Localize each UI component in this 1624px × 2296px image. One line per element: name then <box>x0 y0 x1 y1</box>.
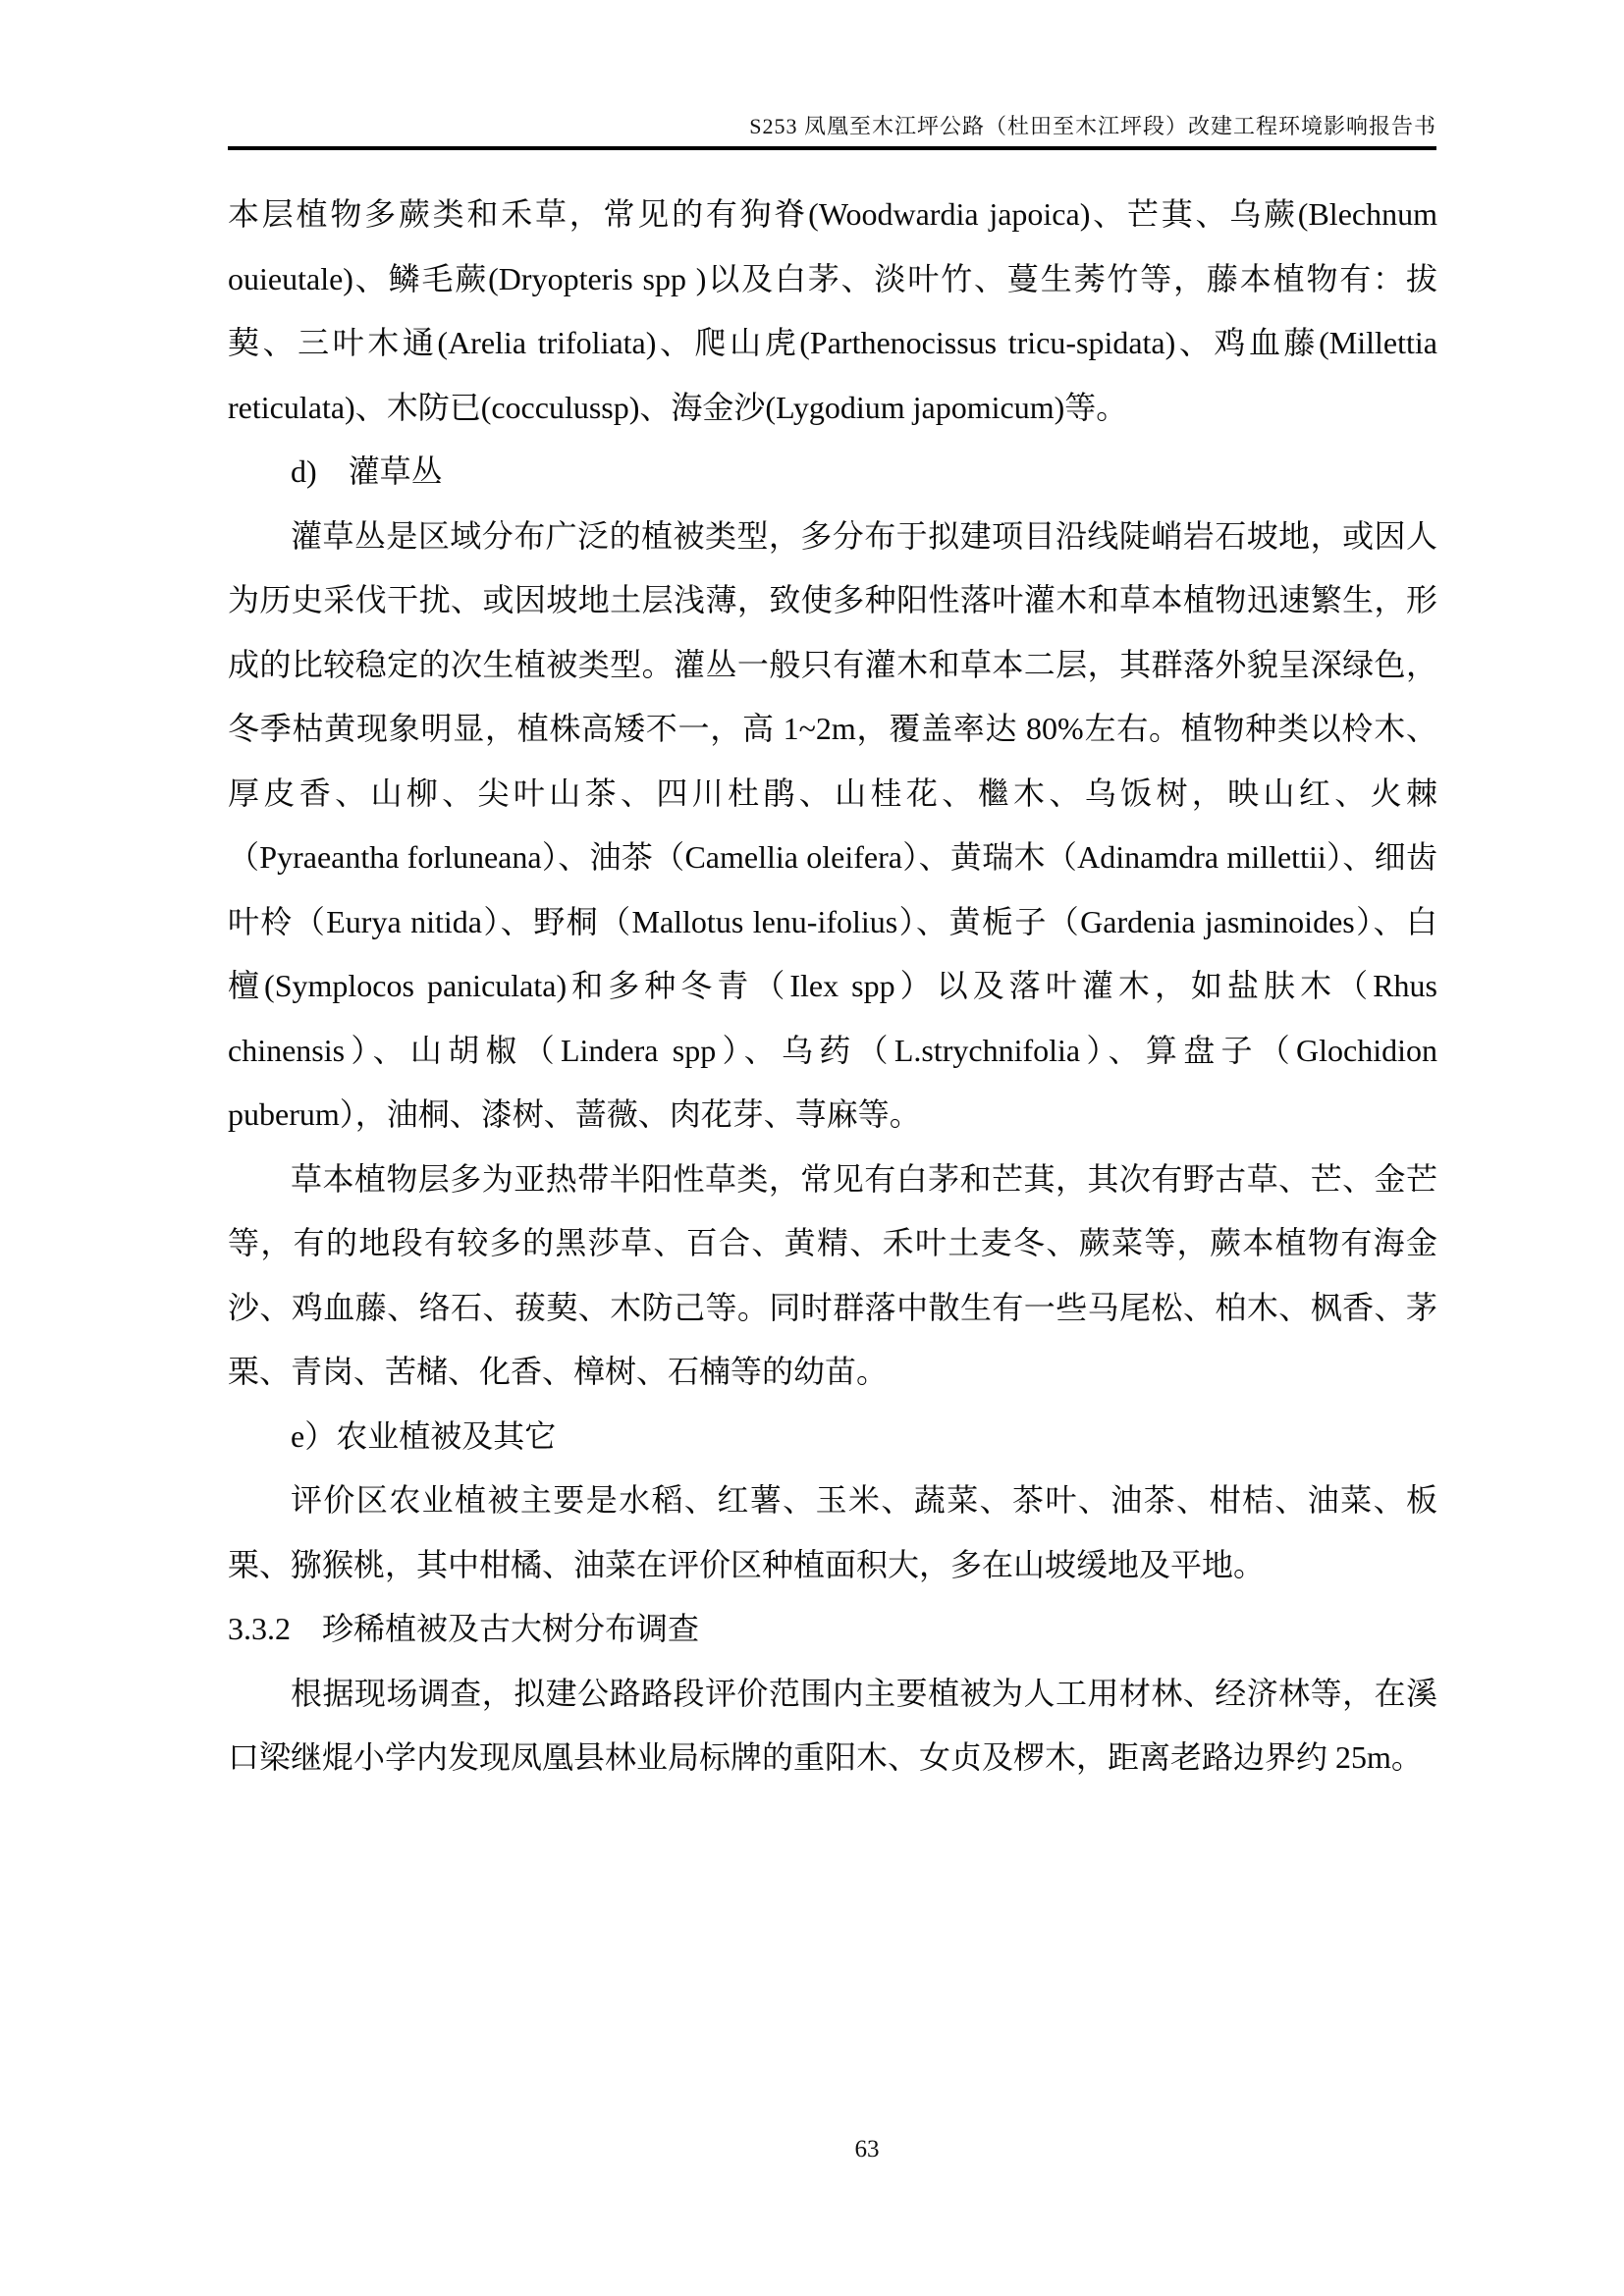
page-footer <box>0 2136 1624 2163</box>
document-body <box>228 183 1437 1790</box>
paragraph-shrub-grass-description: 灌草丛是区域分布广泛的植被类型，多分布于拟建项目沿线陡峭岩石坡地，或因人为历史采伐干扰、或因坡地土层浅薄，致使多种阳性落叶灌木和草本植物迅速繁生，形成的比较稳定的次生植被类型。灌丛一般只有灌木和草本二层，其群落外貌呈深绿色，冬季枯黄现象明显，植株高矮不一，高 1~2m，覆盖率达 80%左右。植物种类以柃木、厚皮香、山柳、尖叶山茶、四川杜鹃、山桂花、檵木、乌饭树，映山红、火棘（Pyraeantha forluneana）、油茶（Camellia oleifera）、黄瑞木（Adinamdra millettii）、细齿叶柃（Eurya nitida）、野桐（Mallotus lenu-ifolius）、黄栀子（Gardenia jasminoides）、白檀(Symplocos paniculata)和多种冬青（Ilex spp）以及落叶灌木，如盐肤木（Rhus chinensis）、山胡椒（Lindera spp）、乌药（L.strychnifolia）、算盘子（Glochidion puberum），油桐、漆树、蔷薇、肉花芽、荨麻等。 <box>228 517 1437 1132</box>
heading-3-3-2-rare-vegetation-survey: 3.3.2 珍稀植被及古大树分布调查 <box>228 1611 700 1646</box>
paragraph-fern-grass-layer: 本层植物多蕨类和禾草，常见的有狗脊(Woodwardia japoica)、芒萁、乌蕨(Blechnum ouieutale)、鳞毛蕨(Dryopteris spp )以及白茅、淡叶竹、蔓生莠竹等，藤本植物有：拔葜、三叶木通(Arelia trifoliata)、爬山虎(Parthenocissus tricu-spidata)、鸡血藤(Millettia reticulata)、木防已(cocculussp)、海金沙(Lygodium japomicum)等。 <box>228 196 1437 425</box>
page-number: 63 <box>854 2136 880 2163</box>
subheading-e-agricultural-vegetation: e）农业植被及其它 <box>291 1417 557 1454</box>
header-title: S253 凤凰至木江坪公路（杜田至木江坪段）改建工程环境影响报告书 <box>749 114 1436 138</box>
paragraph-agricultural-vegetation: 评价区农业植被主要是水稻、红薯、玉米、蔬菜、茶叶、油茶、柑桔、油菜、板栗、猕猴桃，其中柑橘、油菜在评价区种植面积大，多在山坡缓地及平地。 <box>228 1482 1437 1582</box>
subheading-d-shrub-grass: d) 灌草丛 <box>291 454 443 489</box>
paragraph-survey-findings: 根据现场调查，拟建公路路段评价范围内主要植被为人工用材林、经济林等，在溪口梁继焜小学内发现凤凰县林业局标牌的重阳木、女贞及椤木，距离老路边界约 25m。 <box>228 1675 1437 1775</box>
header-rule <box>228 146 1436 150</box>
paragraph-herb-layer: 草本植物层多为亚热带半阳性草类，常见有白茅和芒萁，其次有野古草、芒、金芒等，有的地段有较多的黑莎草、百合、黄精、禾叶土麦冬、蕨菜等，蕨本植物有海金沙、鸡血藤、络石、菝葜、木防己等。同时群落中散生有一些马尾松、柏木、枫香、茅栗、青岗、苦槠、化香、樟树、石楠等的幼苗。 <box>228 1160 1437 1389</box>
